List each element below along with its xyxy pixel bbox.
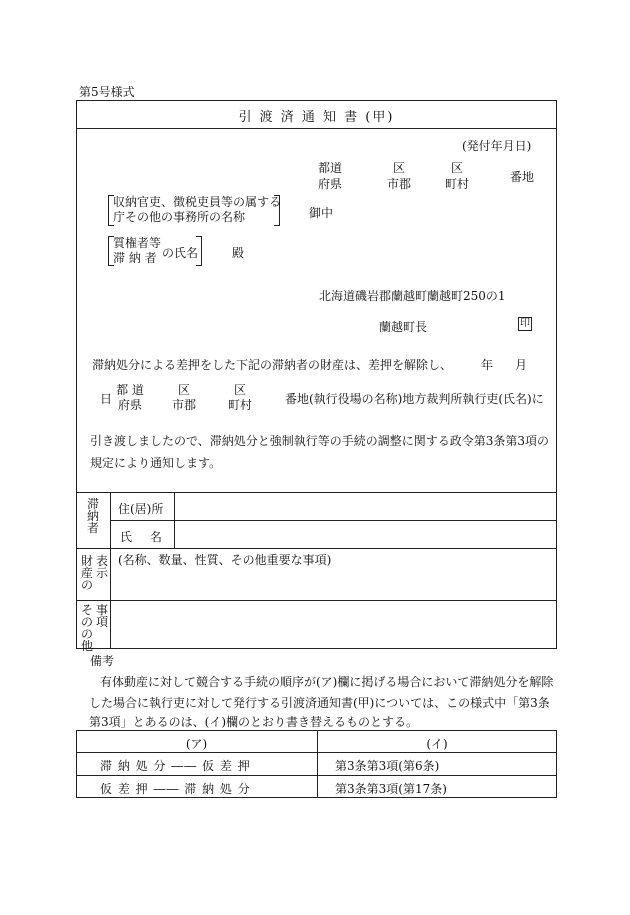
body-tsuki: 月 [515,358,528,372]
remarks-heading: 備考 [90,654,115,668]
property-note: (名称、数量、性質、その他重要な事項) [118,553,332,567]
replace-row-2-a: 仮 差 押 ―― 滞 納 処 分 [100,782,251,796]
other-col-2: 事項 [95,603,108,629]
body-line-4: 規定により通知します。 [90,456,222,470]
recipient-name-type [113,236,161,266]
address-row-line [110,520,557,521]
issue-date: (発付年月日) [462,139,532,153]
replace-header-b: (イ) [426,737,448,751]
chouson-top: 区 [450,161,463,175]
title-divider [76,128,557,129]
name-suffix: の氏名 [162,246,199,260]
body-shigun [166,383,202,413]
address-label: 住(居)所 [118,502,164,516]
replace-table-header-line [76,752,557,753]
property-col-1: 財産の [80,554,93,592]
shigun-top: 区 [392,161,405,175]
name-bracket-right [196,236,202,266]
remarks-line-3: 第3項」とあるのは、(イ)欄のとおり書き替えるものとする。 [89,715,419,729]
shigun-bottom: 市郡 [386,177,411,191]
delinquent-row-line [76,548,557,549]
table-col-divider [110,492,111,649]
body-chouson-top: 区 [233,383,246,397]
name-label: 氏 名 [120,530,162,544]
property-row-line [76,600,557,601]
office-bracket-right [274,195,280,226]
body-line-2-tail: 番地(執行役場の名称)地方裁判所執行吏(氏名)に [285,392,544,406]
name-type-bottom: 滞 納 者 [113,251,157,265]
delinquent-label: 滞納者 [86,497,99,535]
dono-label: 殿 [232,246,245,260]
body-todofuken-bottom: 府県 [117,398,142,412]
property-col-2: 表示 [95,554,108,580]
body-chouson-bottom: 町村 [227,398,252,412]
replace-row-1-a: 滞 納 処 分 ―― 仮 差 押 [100,759,251,773]
form-title: 引 渡 済 通 知 書 (甲) [238,110,395,125]
body-shigun-top: 区 [177,383,190,397]
todofuken-top: 都道 [317,161,342,175]
seal-mark: 印 [520,318,530,329]
chouson-bottom: 町村 [444,177,469,191]
replace-row-1-b: 第3条第3項(第6条) [335,759,440,773]
body-chouson [222,383,258,413]
form-number: 第5号様式 [79,85,135,99]
body-todofuken [110,383,150,413]
sender-address: 北海道磯岩郡蘭越町蘭越町250の1 [319,289,506,303]
remarks-line-1: 有体動産に対して競合する手続の順序が(ア)欄に掲げる場合において滞納処分を解除 [100,675,554,689]
onchu-label: 御中 [309,206,334,220]
recipient-office [113,195,281,225]
todofuken-bottom: 府県 [317,177,342,191]
remarks-line-2: した場合に執行吏に対して発行する引渡済通知書(甲)については、この様式中「第3条 [89,696,550,710]
banchi-label: 番地 [510,170,535,184]
table-top-line [76,492,557,493]
sender-name: 蘭越町長 [379,320,428,334]
body-todofuken-top: 都 道 [116,383,144,397]
body-line-3: 引き渡しましたので、滞納処分と強制執行等の手続の調整に関する政令第3条第3項の [90,434,550,448]
office-line-1: 収納官吏、徴税吏員等の属する [113,195,282,209]
body-nen: 年 [481,358,494,372]
replace-header-a: (ア) [185,737,208,751]
body-line-1: 滞納処分による差押をした下記の滞納者の財産は、差押を解除し、 [92,358,453,372]
replace-row-2-b: 第3条第3項(第17条) [335,782,447,796]
name-type-top: 質権者等 [113,236,162,250]
body-hi: 日 [100,392,113,406]
other-col-1: そのの他 [80,603,93,653]
replace-table-row-line [76,775,557,776]
office-line-2: 庁その他の事務所の名称 [113,210,246,224]
body-shigun-bottom: 市郡 [171,398,196,412]
